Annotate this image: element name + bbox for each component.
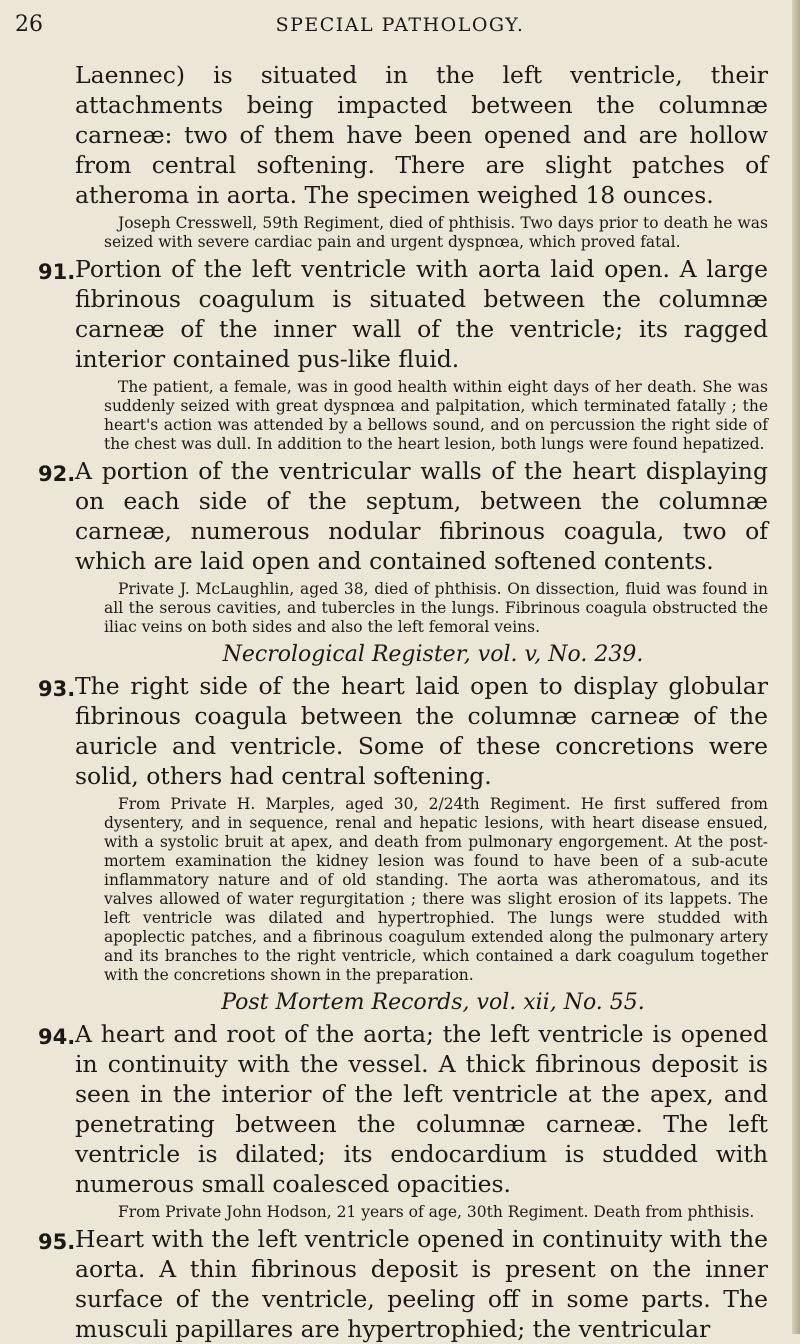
entry-number: 95.: [38, 1230, 76, 1254]
entry-note: The patient, a female, was in good health within eight days of her death. She was suddenly seized with great dyspnœa and palpitation, which terminated fatally ; the heart's action was attended by a bellows sound, and on percussion the right side of the chest was dull. In addition to the heart lesion, both lungs were found hepatized.: [104, 378, 768, 453]
entry-number: 92.: [38, 462, 76, 486]
entry-description: Heart with the left ventricle opened in continuity with the aorta. A thin fibrinous deposit is present on the inner surface of the ventricle, peeling off in some parts. The musculi papillares are hypertrophied; the ventricular: [75, 1225, 768, 1343]
entry-description: A heart and root of the aorta; the left ventricle is opened in continuity with the vessel. A thick fibrinous deposit is seen in the interior of the left ventricle at the apex, and penetrating between the columnæ carneæ. The left ventricle is dilated; its endocardium is studded with numerous small coalesced opacities.: [75, 1020, 768, 1198]
entry-number: 91.: [38, 260, 76, 284]
entry-note: From Private H. Marples, aged 30, 2/24th Regiment. He first suffered from dysentery, and in sequence, renal and hepatic lesions, with heart disease ensued, with a systolic bruit at apex, and death from pulmonary engorgement. At the post-mortem examination the kidney lesion was found to have been of a sub-acute inflammatory nature and of old standing. The aorta was atheromatous, and its valves allowed of water regurgitation ; there was slight erosion of its lappets. The left ventricle was dilated and hypertrophied. The lungs were studded with apoplectic patches, and a fibrinous coagulum extended along the pulmonary artery and its branches to the right ventricle, which contained a dark coagulum together with the concretions shown in the preparation.: [104, 795, 768, 984]
intro-paragraph: Laennec) is situated in the left ventricle, their attachments being impacted between the columnæ carneæ: two of them have been opened and are hollow from central softening. There are slight patches of atheroma in aorta. The specimen weighed 18 ounces.: [75, 61, 768, 209]
entry-94: [38, 1020, 768, 1222]
entry-number: 94.: [38, 1025, 76, 1049]
entry-92: [38, 457, 768, 669]
page-number: 26: [15, 12, 43, 37]
entry-note: Private J. McLaughlin, aged 38, died of phthisis. On dissection, fluid was found in all the serous cavities, and tubercles in the lungs. Fibrinous coagula obstructed the iliac veins on both sides and also the left femoral veins.: [104, 580, 768, 636]
page-edge-shadow: [792, 0, 800, 1334]
running-head: SPECIAL PATHOLOGY.: [275, 14, 525, 36]
entry-description: Portion of the left ventricle with aorta laid open. A large fibrinous coagulum is situated between the columnæ carneæ of the inner wall of the ventricle; its ragged interior contained pus-like fluid.: [75, 255, 768, 373]
entry-95: [38, 1225, 768, 1344]
entry-91: [38, 255, 768, 454]
entry-description: The right side of the heart laid open to display globular fibrinous coagula between the columnæ carneæ of the auricle and ventricle. Some of these concretions were solid, others had central softening.: [75, 672, 768, 790]
entry-93: [38, 672, 768, 1017]
page-body: [38, 60, 768, 1344]
entry-description: A portion of the ventricular walls of the heart displaying on each side of the septum, between the columnæ carneæ, numerous nodular fibrinous coagula, two of which are laid open and contained softened contents.: [75, 457, 768, 575]
entry-note: From Private John Hodson, 21 years of age, 30th Regiment. Death from phthisis.: [118, 1203, 755, 1221]
page-header: [0, 12, 800, 42]
intro-note: Joseph Cresswell, 59th Regiment, died of phthisis. Two days prior to death he was seized with severe cardiac pain and urgent dyspnœa, which proved fatal.: [104, 214, 768, 251]
entry-source: Necrological Register, vol. v, No. 239.: [222, 642, 644, 667]
entry-number: 93.: [38, 677, 76, 701]
entry-source: Post Mortem Records, vol. xii, No. 55.: [221, 990, 645, 1015]
